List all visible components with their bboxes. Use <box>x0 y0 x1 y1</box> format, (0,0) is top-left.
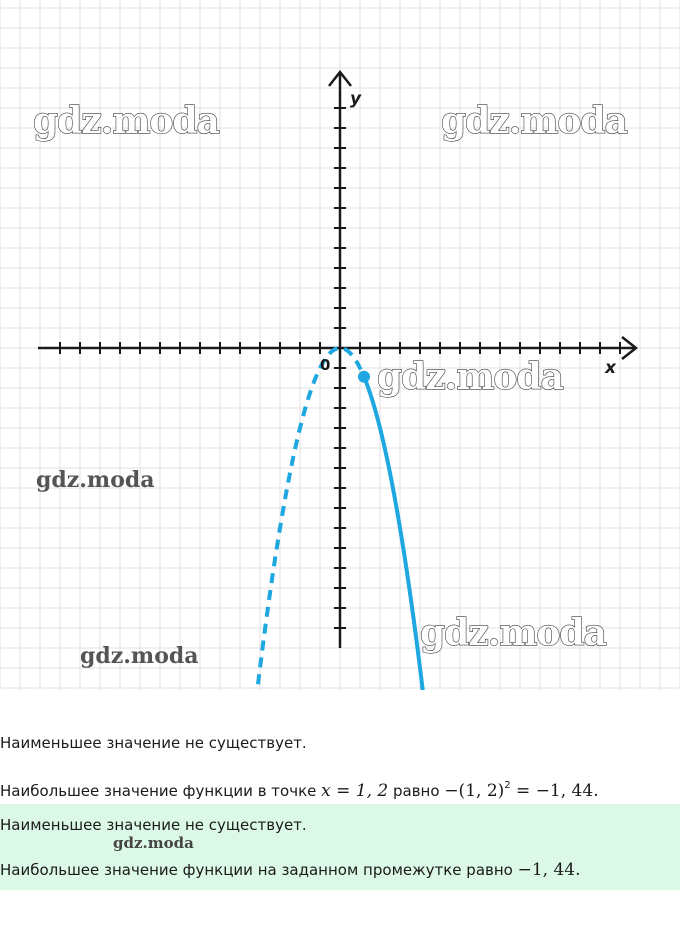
math-result: = −1, 44. <box>510 781 599 801</box>
maximum-point-marker <box>358 371 370 383</box>
answer-min-value: Наименьшее значение не существует. <box>0 816 307 834</box>
watermark-bottom-left: gdz.moda <box>80 643 199 669</box>
text-max-prefix: Наибольшее значение функции в точке <box>0 782 322 800</box>
watermark-top-left: gdz.moda <box>33 100 219 142</box>
text-max-mid: равно <box>388 782 445 800</box>
text-min-value: Наименьшее значение не существует. <box>0 734 307 752</box>
parabola-dashed-part <box>258 348 364 684</box>
watermark-center-right: gdz.moda <box>377 356 563 398</box>
math-square: −(1, 2) <box>444 781 505 801</box>
origin-label: 0 <box>320 356 331 374</box>
parabola-solid-part <box>364 377 423 690</box>
x-axis-label: x <box>605 358 616 378</box>
answer-max-value <box>0 860 581 880</box>
watermark-bottom-right: gdz.moda <box>420 612 606 654</box>
watermark-answer: gdz.moda <box>113 834 194 852</box>
answer-max-prefix: Наибольшее значение функции на заданном промежутке равно <box>0 861 518 879</box>
math-x-value: x = 1, 2 <box>321 781 389 801</box>
answer-max-math: −1, 44. <box>517 860 581 880</box>
text-max-value <box>0 776 599 801</box>
watermark-top-right: gdz.moda <box>441 100 627 142</box>
y-axis-label: y <box>350 89 362 109</box>
watermark-middle-left: gdz.moda <box>36 467 155 493</box>
math-exponent: 2 <box>504 780 511 791</box>
